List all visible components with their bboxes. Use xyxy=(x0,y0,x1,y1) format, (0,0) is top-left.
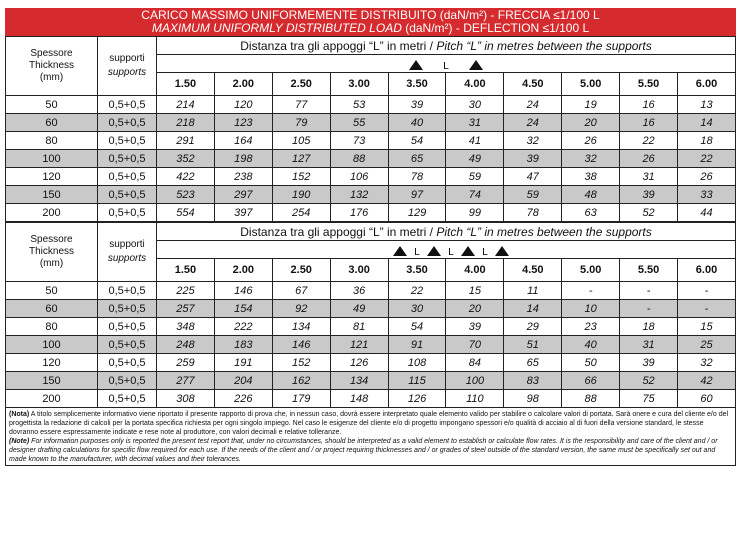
load-value-cell: 15 xyxy=(678,318,736,336)
span-header-4.50: 4.50 xyxy=(504,259,562,282)
thickness-header-line: Thickness xyxy=(28,246,74,257)
load-value-cell: 29 xyxy=(504,318,562,336)
load-value-cell: 134 xyxy=(330,372,388,390)
thickness-cell: 200 xyxy=(6,204,98,222)
load-value-cell: 18 xyxy=(620,318,678,336)
thickness-header-line: (mm) xyxy=(39,72,64,83)
header-row xyxy=(6,223,736,241)
load-value-cell: 97 xyxy=(388,186,446,204)
diagram-cell xyxy=(330,241,388,259)
load-value-cell: 146 xyxy=(272,336,330,354)
thickness-header-line: Thickness xyxy=(28,60,74,71)
load-value-cell: 183 xyxy=(214,336,272,354)
load-value-cell: 14 xyxy=(504,300,562,318)
load-value-cell: 25 xyxy=(678,336,736,354)
load-value-cell: 36 xyxy=(330,282,388,300)
load-value-cell: 75 xyxy=(620,390,678,408)
load-value-cell: 65 xyxy=(388,150,446,168)
load-value-cell: 308 xyxy=(157,390,215,408)
header-line-2-rest: (daN/m²) - DEFLECTION ≤1/100 L xyxy=(401,21,590,35)
load-value-cell: 44 xyxy=(678,204,736,222)
load-value-cell: 259 xyxy=(157,354,215,372)
load-value-cell: 32 xyxy=(562,150,620,168)
table-row xyxy=(6,282,736,300)
supports-label: supporti xyxy=(109,53,145,64)
distance-label-it: Distanza tra gli appoggi “L” in metri / xyxy=(240,38,437,53)
load-value-cell: 148 xyxy=(330,390,388,408)
load-value-cell: 81 xyxy=(330,318,388,336)
thickness-header-line: Spessore xyxy=(30,234,73,245)
load-value-cell: 19 xyxy=(562,96,620,114)
span-header-1.50: 1.50 xyxy=(157,73,215,96)
thickness-cell: 50 xyxy=(6,96,98,114)
span-header-1.50: 1.50 xyxy=(157,259,215,282)
diagram-cell xyxy=(562,55,620,73)
span-header-2.00: 2.00 xyxy=(214,73,272,96)
support-triangle-0 xyxy=(409,60,423,70)
load-value-cell: 22 xyxy=(388,282,446,300)
load-value-cell: 41 xyxy=(446,132,504,150)
supports-cell: 0,5+0,5 xyxy=(98,354,157,372)
load-value-cell: 254 xyxy=(272,204,330,222)
diagram-cell xyxy=(562,241,620,259)
span-header-5.00: 5.00 xyxy=(562,259,620,282)
span-header-5.50: 5.50 xyxy=(620,259,678,282)
load-value-cell: 238 xyxy=(214,168,272,186)
load-value-cell: 49 xyxy=(330,300,388,318)
supports-cell: 0,5+0,5 xyxy=(98,150,157,168)
table-row xyxy=(6,204,736,222)
table-row xyxy=(6,132,736,150)
load-value-cell: 39 xyxy=(620,186,678,204)
diagram-cell xyxy=(388,55,504,73)
load-value-cell: 77 xyxy=(272,96,330,114)
supports-cell: 0,5+0,5 xyxy=(98,96,157,114)
load-value-cell: 14 xyxy=(678,114,736,132)
span-header-6.00: 6.00 xyxy=(678,259,736,282)
load-value-cell: 67 xyxy=(272,282,330,300)
load-value-cell: 49 xyxy=(446,150,504,168)
supports-cell: 0,5+0,5 xyxy=(98,390,157,408)
thickness-cell: 200 xyxy=(6,390,98,408)
support-triangle-1 xyxy=(469,60,483,70)
load-value-cell: 50 xyxy=(562,354,620,372)
table-row xyxy=(6,318,736,336)
load-value-cell: 22 xyxy=(678,150,736,168)
load-value-cell: 176 xyxy=(330,204,388,222)
load-value-cell: 78 xyxy=(388,168,446,186)
diagram-cell xyxy=(678,55,736,73)
table-row xyxy=(6,96,736,114)
table-row xyxy=(6,150,736,168)
note-it-text: A titolo semplicemente informativo viene riportato il presente rapporto di prova che, in nessun caso, dovrà essere interpretato quale elemento valido per stabilire o calcolare valori di portata. Sarà onere e cura del cliente e/o del progettista la redazione di calcoli per la portata specifica richiesta per ogni singolo impiego. Nel caso le esigenze del cliente e/o di progetto impongano spessori e/o qualità di acciaio al di fuori della versione standard, le stesse dovranno essere espressamente indicate e rese note al produttore, con valori decimali e relative tolleranze. xyxy=(9,411,729,436)
load-table-document xyxy=(5,8,736,466)
diagram-cell xyxy=(388,241,504,259)
load-value-cell: 65 xyxy=(504,354,562,372)
single-span-support-diagram xyxy=(396,57,496,71)
load-value-cell: 422 xyxy=(157,168,215,186)
load-value-cell: 108 xyxy=(388,354,446,372)
diagram-cell xyxy=(157,241,215,259)
span-label-0: L xyxy=(414,246,420,257)
diagram-cell xyxy=(272,55,330,73)
load-value-cell: 132 xyxy=(330,186,388,204)
note-italian xyxy=(9,410,732,437)
load-value-cell: 70 xyxy=(446,336,504,354)
span-label-0: L xyxy=(443,60,449,71)
span-header-5.50: 5.50 xyxy=(620,73,678,96)
load-value-cell: 20 xyxy=(562,114,620,132)
thickness-cell: 80 xyxy=(6,318,98,336)
span-header-2.50: 2.50 xyxy=(272,73,330,96)
distance-label-it: Distanza tra gli appoggi “L” in metri / xyxy=(240,224,437,239)
load-value-cell: 98 xyxy=(504,390,562,408)
supports-cell: 0,5+0,5 xyxy=(98,168,157,186)
thickness-header xyxy=(6,223,98,282)
load-value-cell: - xyxy=(678,282,736,300)
span-header-3.50: 3.50 xyxy=(388,73,446,96)
span-header-3.00: 3.00 xyxy=(330,73,388,96)
span-header-4.00: 4.00 xyxy=(446,73,504,96)
table-row xyxy=(6,168,736,186)
load-value-cell: 60 xyxy=(678,390,736,408)
load-value-cell: - xyxy=(678,300,736,318)
diagram-cell xyxy=(214,55,272,73)
load-table-single-span xyxy=(5,36,736,222)
load-value-cell: 13 xyxy=(678,96,736,114)
load-value-cell: 55 xyxy=(330,114,388,132)
distance-header xyxy=(157,223,736,241)
supports-cell: 0,5+0,5 xyxy=(98,204,157,222)
table-row xyxy=(6,336,736,354)
load-value-cell: 31 xyxy=(446,114,504,132)
diagram-cell xyxy=(620,55,678,73)
supports-label-en: supports xyxy=(107,67,147,78)
load-value-cell: 59 xyxy=(446,168,504,186)
load-value-cell: 348 xyxy=(157,318,215,336)
span-header-4.50: 4.50 xyxy=(504,73,562,96)
load-value-cell: 16 xyxy=(620,96,678,114)
thickness-header xyxy=(6,37,98,96)
load-value-cell: 40 xyxy=(562,336,620,354)
disclaimer-note xyxy=(5,408,736,466)
load-value-cell: 79 xyxy=(272,114,330,132)
load-value-cell: 191 xyxy=(214,354,272,372)
load-value-cell: 352 xyxy=(157,150,215,168)
load-table-multi-span xyxy=(5,222,736,408)
load-value-cell: - xyxy=(620,282,678,300)
header-line-1: CARICO MASSIMO UNIFORMEMENTE DISTRIBUITO (daN/m²) - FRECCIA ≤1/100 L xyxy=(141,8,600,22)
load-value-cell: 120 xyxy=(214,96,272,114)
note-en-text: For information purposes only is reported the present test report that, under no circumstances, should be interpreted as a valid element to establish or calculate flow rates. It is the responsibility and care of the client and / or designer drafting calculations for specific flow required for each use. If the needs of the client and / or project requiring thicknesses and / or grades of steel outside of the standard version, the same must be specifically set out and made known to the manufacturer, with decimal values and their tolerances. xyxy=(9,438,718,463)
load-value-cell: 152 xyxy=(272,168,330,186)
table-header-banner xyxy=(5,8,736,36)
supports-label: supporti xyxy=(109,239,145,250)
thickness-cell: 120 xyxy=(6,354,98,372)
load-value-cell: 30 xyxy=(388,300,446,318)
table-row xyxy=(6,354,736,372)
support-triangle-0 xyxy=(393,246,407,256)
load-value-cell: 91 xyxy=(388,336,446,354)
load-value-cell: 26 xyxy=(620,150,678,168)
load-value-cell: 179 xyxy=(272,390,330,408)
load-value-cell: 42 xyxy=(678,372,736,390)
load-value-cell: 54 xyxy=(388,132,446,150)
supports-cell: 0,5+0,5 xyxy=(98,300,157,318)
thickness-cell: 150 xyxy=(6,186,98,204)
support-triangle-1 xyxy=(427,246,441,256)
supports-cell: 0,5+0,5 xyxy=(98,132,157,150)
header-line-2-italic: MAXIMUM UNIFORMLY DISTRIBUTED LOAD xyxy=(151,21,402,35)
thickness-cell: 60 xyxy=(6,114,98,132)
load-value-cell: 39 xyxy=(504,150,562,168)
load-value-cell: 51 xyxy=(504,336,562,354)
thickness-cell: 60 xyxy=(6,300,98,318)
support-triangle-2 xyxy=(461,246,475,256)
header-row xyxy=(6,37,736,55)
thickness-cell: 100 xyxy=(6,150,98,168)
load-value-cell: 297 xyxy=(214,186,272,204)
load-value-cell: 222 xyxy=(214,318,272,336)
load-value-cell: 78 xyxy=(504,204,562,222)
load-value-cell: 73 xyxy=(330,132,388,150)
load-value-cell: 52 xyxy=(620,372,678,390)
load-value-cell: 84 xyxy=(446,354,504,372)
span-label-2: L xyxy=(482,246,488,257)
load-value-cell: 74 xyxy=(446,186,504,204)
load-value-cell: 30 xyxy=(446,96,504,114)
load-value-cell: 126 xyxy=(330,354,388,372)
load-value-cell: 47 xyxy=(504,168,562,186)
load-value-cell: 52 xyxy=(620,204,678,222)
load-value-cell: 105 xyxy=(272,132,330,150)
diagram-cell xyxy=(678,241,736,259)
table-row xyxy=(6,390,736,408)
load-value-cell: 115 xyxy=(388,372,446,390)
table-row xyxy=(6,300,736,318)
load-value-cell: 48 xyxy=(562,186,620,204)
load-value-cell: 248 xyxy=(157,336,215,354)
load-value-cell: 134 xyxy=(272,318,330,336)
supports-header xyxy=(98,223,157,282)
load-value-cell: 54 xyxy=(388,318,446,336)
supports-cell: 0,5+0,5 xyxy=(98,318,157,336)
diagram-cell xyxy=(214,241,272,259)
span-header-6.00: 6.00 xyxy=(678,73,736,96)
load-value-cell: 33 xyxy=(678,186,736,204)
span-header-4.00: 4.00 xyxy=(446,259,504,282)
load-value-cell: 18 xyxy=(678,132,736,150)
load-value-cell: - xyxy=(562,282,620,300)
load-value-cell: 40 xyxy=(388,114,446,132)
thickness-header-line: Spessore xyxy=(30,48,73,59)
span-header-2.50: 2.50 xyxy=(272,259,330,282)
table-row xyxy=(6,372,736,390)
load-value-cell: 99 xyxy=(446,204,504,222)
thickness-cell: 120 xyxy=(6,168,98,186)
load-value-cell: 22 xyxy=(620,132,678,150)
load-value-cell: 39 xyxy=(620,354,678,372)
distance-label-en: Pitch “L” in metres between the supports xyxy=(436,224,652,239)
load-value-cell: 164 xyxy=(214,132,272,150)
load-value-cell: 129 xyxy=(388,204,446,222)
load-value-cell: 15 xyxy=(446,282,504,300)
load-value-cell: 39 xyxy=(446,318,504,336)
load-value-cell: 59 xyxy=(504,186,562,204)
load-value-cell: 88 xyxy=(330,150,388,168)
load-value-cell: 123 xyxy=(214,114,272,132)
load-value-cell: 154 xyxy=(214,300,272,318)
thickness-cell: 100 xyxy=(6,336,98,354)
load-value-cell: 257 xyxy=(157,300,215,318)
span-header-5.00: 5.00 xyxy=(562,73,620,96)
load-value-cell: 218 xyxy=(157,114,215,132)
span-header-3.00: 3.00 xyxy=(330,259,388,282)
note-english xyxy=(9,437,732,464)
table-row xyxy=(6,186,736,204)
diagram-cell xyxy=(157,55,215,73)
load-value-cell: 204 xyxy=(214,372,272,390)
supports-label-en: supports xyxy=(107,253,147,264)
load-value-cell: 20 xyxy=(446,300,504,318)
load-value-cell: 291 xyxy=(157,132,215,150)
diagram-cell xyxy=(330,55,388,73)
load-value-cell: 10 xyxy=(562,300,620,318)
supports-cell: 0,5+0,5 xyxy=(98,282,157,300)
load-value-cell: 23 xyxy=(562,318,620,336)
load-value-cell: 88 xyxy=(562,390,620,408)
diagram-cell xyxy=(504,241,562,259)
load-value-cell: 100 xyxy=(446,372,504,390)
load-value-cell: 53 xyxy=(330,96,388,114)
span-label-1: L xyxy=(448,246,454,257)
load-value-cell: 83 xyxy=(504,372,562,390)
supports-cell: 0,5+0,5 xyxy=(98,336,157,354)
load-value-cell: 11 xyxy=(504,282,562,300)
load-value-cell: 16 xyxy=(620,114,678,132)
diagram-cell xyxy=(504,55,562,73)
supports-cell: 0,5+0,5 xyxy=(98,186,157,204)
load-value-cell: 63 xyxy=(562,204,620,222)
load-value-cell: 225 xyxy=(157,282,215,300)
load-value-cell: 110 xyxy=(446,390,504,408)
load-value-cell: 162 xyxy=(272,372,330,390)
header-line-2 xyxy=(5,22,736,35)
load-value-cell: 226 xyxy=(214,390,272,408)
supports-header xyxy=(98,37,157,96)
load-value-cell: 24 xyxy=(504,96,562,114)
load-value-cell: 198 xyxy=(214,150,272,168)
load-value-cell: 554 xyxy=(157,204,215,222)
load-value-cell: 397 xyxy=(214,204,272,222)
span-header-3.50: 3.50 xyxy=(388,259,446,282)
supports-cell: 0,5+0,5 xyxy=(98,372,157,390)
span-header-2.00: 2.00 xyxy=(214,259,272,282)
load-value-cell: 190 xyxy=(272,186,330,204)
load-value-cell: 126 xyxy=(388,390,446,408)
load-value-cell: 214 xyxy=(157,96,215,114)
thickness-cell: 80 xyxy=(6,132,98,150)
thickness-cell: 50 xyxy=(6,282,98,300)
load-value-cell: 121 xyxy=(330,336,388,354)
load-value-cell: 31 xyxy=(620,336,678,354)
distance-label-en: Pitch “L” in metres between the supports xyxy=(436,38,652,53)
load-value-cell: 146 xyxy=(214,282,272,300)
load-value-cell: 32 xyxy=(504,132,562,150)
load-value-cell: 127 xyxy=(272,150,330,168)
load-value-cell: 24 xyxy=(504,114,562,132)
load-value-cell: 39 xyxy=(388,96,446,114)
load-value-cell: 277 xyxy=(157,372,215,390)
thickness-cell: 150 xyxy=(6,372,98,390)
load-value-cell: 26 xyxy=(678,168,736,186)
load-value-cell: 26 xyxy=(562,132,620,150)
load-value-cell: 106 xyxy=(330,168,388,186)
load-value-cell: - xyxy=(620,300,678,318)
note-en-label: (Note) xyxy=(9,438,30,445)
load-value-cell: 92 xyxy=(272,300,330,318)
note-it-label: (Nota) xyxy=(9,411,30,418)
load-value-cell: 31 xyxy=(620,168,678,186)
load-value-cell: 38 xyxy=(562,168,620,186)
distance-header xyxy=(157,37,736,55)
supports-cell: 0,5+0,5 xyxy=(98,114,157,132)
load-value-cell: 523 xyxy=(157,186,215,204)
load-value-cell: 32 xyxy=(678,354,736,372)
load-value-cell: 66 xyxy=(562,372,620,390)
thickness-header-line: (mm) xyxy=(39,258,64,269)
diagram-cell xyxy=(272,241,330,259)
diagram-cell xyxy=(620,241,678,259)
table-row xyxy=(6,114,736,132)
load-value-cell: 152 xyxy=(272,354,330,372)
